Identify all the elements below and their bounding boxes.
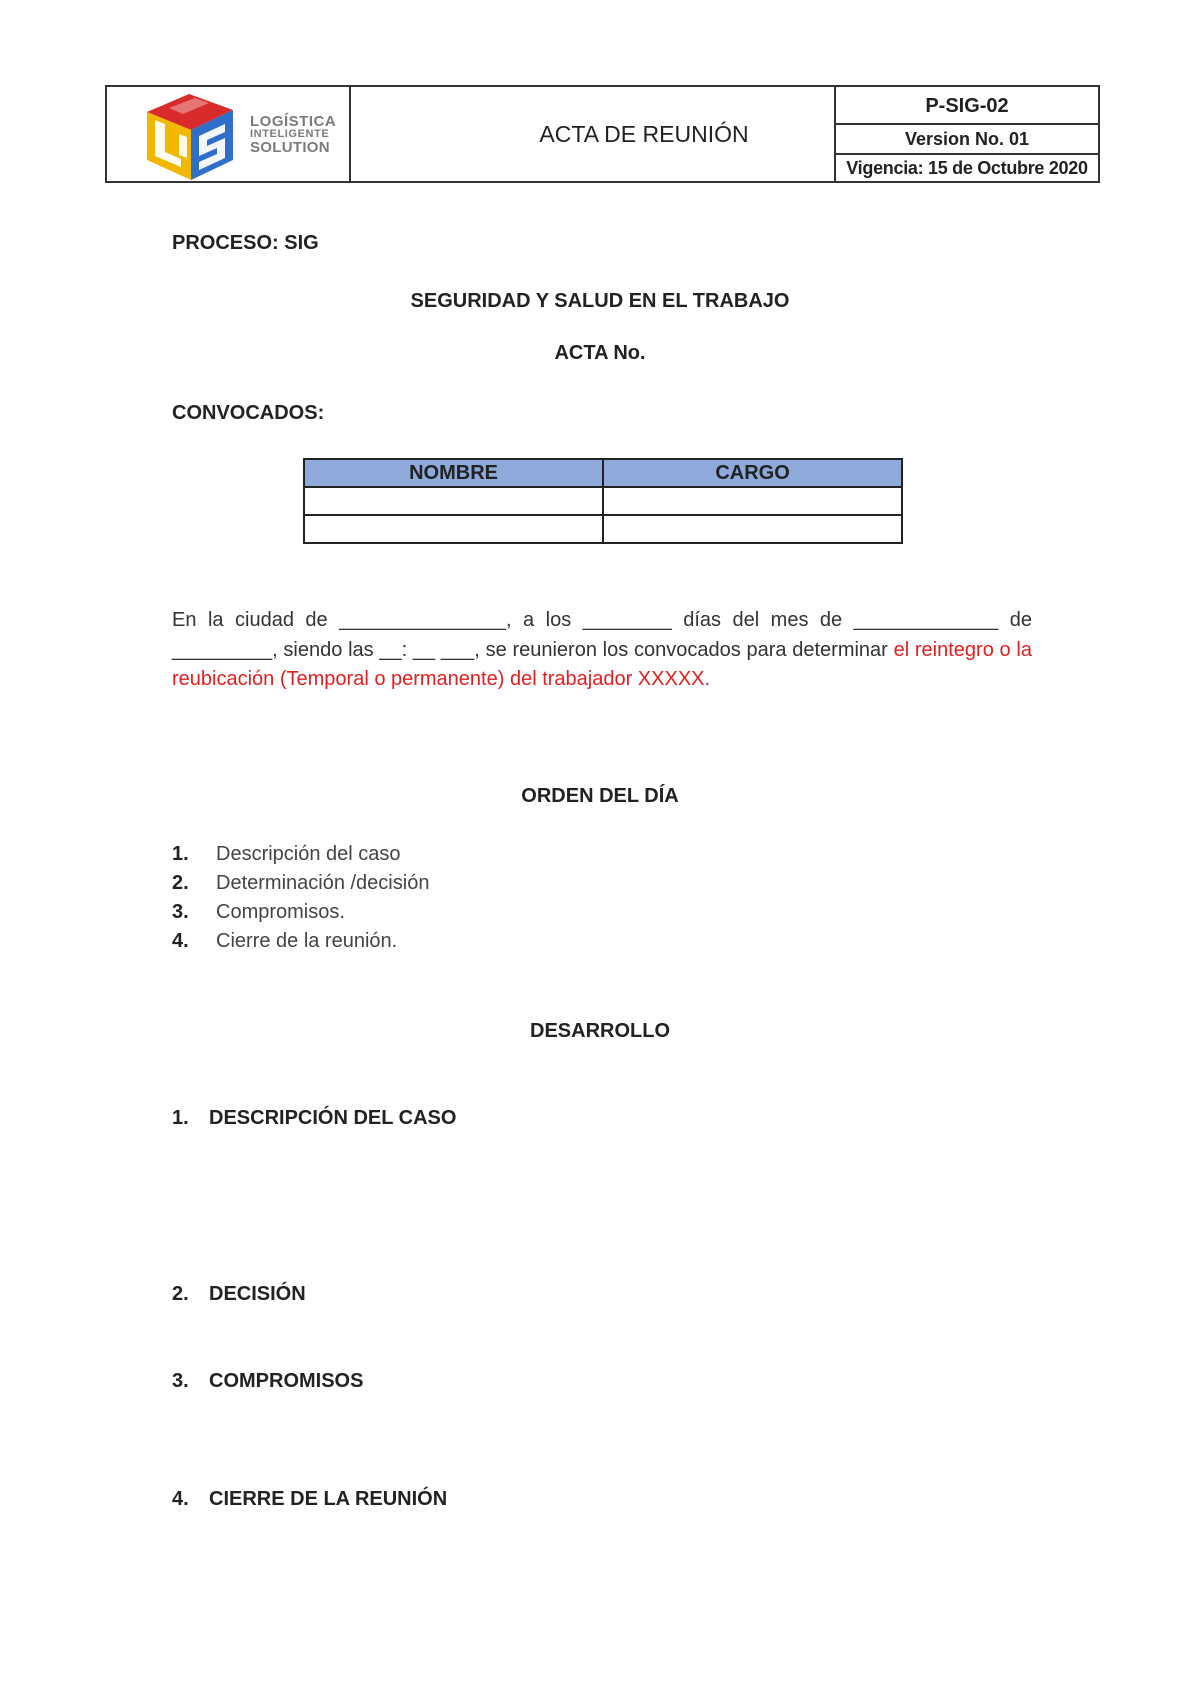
section-number: 1.: [172, 1107, 189, 1129]
logo-cell: [105, 85, 351, 183]
column-header-nombre: NOMBRE: [304, 459, 603, 487]
list-label: Determinación /decisión: [216, 872, 430, 894]
convocados-table: [303, 458, 903, 544]
table-row: [304, 515, 902, 543]
list-label: Descripción del caso: [216, 843, 401, 865]
section-subtitle: SEGURIDAD Y SALUD EN EL TRABAJO: [410, 290, 790, 312]
orden-del-dia-title: ORDEN DEL DÍA: [521, 785, 679, 807]
section-label: CIERRE DE LA REUNIÓN: [209, 1488, 448, 1510]
logo-line3: SOLUTION: [250, 139, 330, 156]
proceso-label: PROCESO: SIG: [172, 232, 319, 254]
section-number: 2.: [172, 1283, 189, 1305]
table-cell[interactable]: [603, 515, 902, 543]
section-label: DECISIÓN: [209, 1283, 306, 1305]
company-logo: [139, 90, 249, 182]
table-cell[interactable]: [304, 487, 603, 515]
list-number: 2.: [172, 872, 189, 894]
document-code-block: [834, 85, 1100, 183]
list-number: 1.: [172, 843, 189, 865]
document-vigencia: Vigencia: 15 de Octubre 2020: [846, 158, 1088, 178]
convocados-label: CONVOCADOS:: [172, 402, 325, 424]
logo-line1: LOGÍSTICA: [250, 113, 337, 130]
table-cell[interactable]: [603, 487, 902, 515]
document-version: Version No. 01: [836, 125, 1098, 155]
intro-highlight-text: el reintegro o la reubicación (Temporal o permanente) del trabajador XXXXX.: [172, 638, 1032, 690]
document-code: P-SIG-02: [836, 87, 1098, 125]
document-header: [105, 85, 1100, 183]
table-header-row: [304, 459, 902, 487]
logo-wordmark: [250, 115, 336, 154]
list-number: 3.: [172, 901, 189, 923]
logo-line2: INTELIGENTE: [250, 128, 330, 140]
acta-number: ACTA No.: [554, 342, 646, 364]
table-row: [304, 487, 902, 515]
section-label: DESCRIPCIÓN DEL CASO: [209, 1107, 457, 1129]
section-number: 4.: [172, 1488, 189, 1510]
list-number: 4.: [172, 930, 189, 952]
table-cell[interactable]: [304, 515, 603, 543]
desarrollo-title: DESARROLLO: [530, 1020, 670, 1042]
list-label: Compromisos.: [216, 901, 345, 923]
intro-text: En la ciudad de _______________, a los ________ días del mes de _____________ de _________, siendo las __: __ ___, se reunieron los convocados para determinar: [172, 609, 1032, 661]
section-number: 3.: [172, 1370, 189, 1392]
section-label: COMPROMISOS: [209, 1370, 364, 1392]
column-header-cargo: CARGO: [603, 459, 902, 487]
intro-paragraph: [172, 606, 1032, 695]
list-label: Cierre de la reunión.: [216, 930, 398, 952]
document-title: ACTA DE REUNIÓN: [349, 85, 939, 183]
